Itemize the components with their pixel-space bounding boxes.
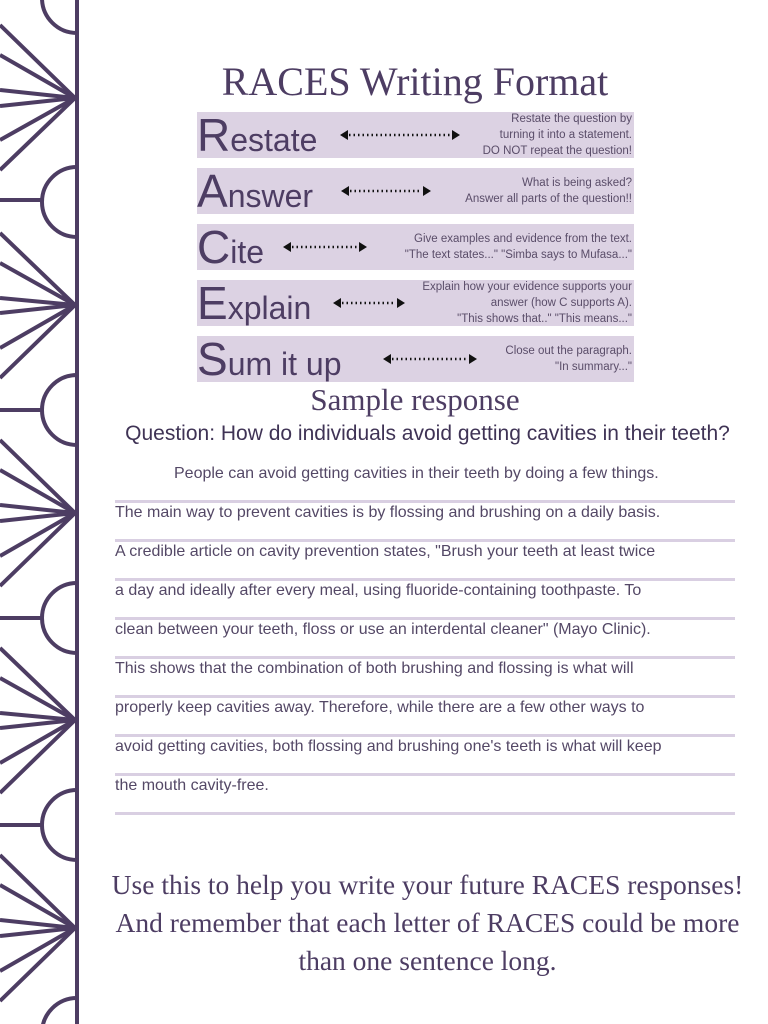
step-word <box>197 165 314 219</box>
response-line: The main way to prevent cavities is by flossing and brushing on a daily basis. <box>115 500 735 542</box>
races-row-restate <box>197 109 634 161</box>
response-line: People can avoid getting cavities in their teeth by doing a few things. <box>115 461 735 503</box>
step-word-rest: ite <box>230 234 265 270</box>
double-arrow-icon <box>383 353 477 365</box>
response-line: clean between your teeth, floss or use an interdental cleaner" (Mayo Clinic). <box>115 617 735 659</box>
step-word <box>197 277 312 331</box>
step-word-rest: xplain <box>227 290 312 326</box>
step-letter: A <box>197 165 228 217</box>
question-text: Question: How do individuals avoid getting cavities in their teeth? <box>125 422 730 445</box>
step-word-rest: um it up <box>227 346 342 382</box>
step-word <box>197 221 265 275</box>
closing-note: Use this to help you write your future RACES responses! And remember that each letter of RACES could be more than one sentence long. <box>111 869 744 976</box>
page-title: RACES Writing Format <box>221 59 609 104</box>
step-word-rest: estate <box>230 122 318 158</box>
step-description: Give examples and evidence from the text. "The text states..." "Simba says to Mufasa..." <box>404 233 632 261</box>
races-row-explain <box>197 277 634 329</box>
double-arrow-icon <box>283 241 367 253</box>
step-letter: R <box>197 109 231 161</box>
double-arrow-icon <box>340 129 460 141</box>
sample-response-heading: Sample response <box>310 382 520 417</box>
response-line: the mouth cavity-free. <box>115 773 735 815</box>
decorative-border <box>0 0 80 1024</box>
double-arrow-icon <box>333 297 405 309</box>
response-line: a day and ideally after every meal, using fluoride-containing toothpaste. To <box>115 578 735 620</box>
step-word <box>197 109 318 163</box>
step-description: Explain how your evidence supports your answer (how C supports A). "This shows that.." "This means..." <box>422 281 632 325</box>
races-row-cite <box>197 221 634 273</box>
step-description: Close out the paragraph. "In summary..." <box>505 345 632 373</box>
response-line: This shows that the combination of both brushing and flossing is what will <box>115 656 735 698</box>
double-arrow-icon <box>341 185 431 197</box>
response-line: properly keep cavities away. Therefore, while there are a few other ways to <box>115 695 735 737</box>
step-letter: C <box>197 221 231 273</box>
step-description: Restate the question by turning it into a statement. DO NOT repeat the question! <box>482 113 632 157</box>
step-letter: S <box>197 333 228 385</box>
races-row-sum-it-up <box>197 333 634 385</box>
step-word <box>197 333 342 387</box>
step-letter: E <box>197 277 228 329</box>
step-word-rest: nswer <box>227 178 314 214</box>
races-row-answer <box>197 165 634 217</box>
step-description: What is being asked? Answer all parts of the question!! <box>465 177 632 205</box>
response-line: avoid getting cavities, both flossing and brushing one's teeth is what will keep <box>115 734 735 776</box>
response-line: A credible article on cavity prevention states, "Brush your teeth at least twice <box>115 539 735 581</box>
